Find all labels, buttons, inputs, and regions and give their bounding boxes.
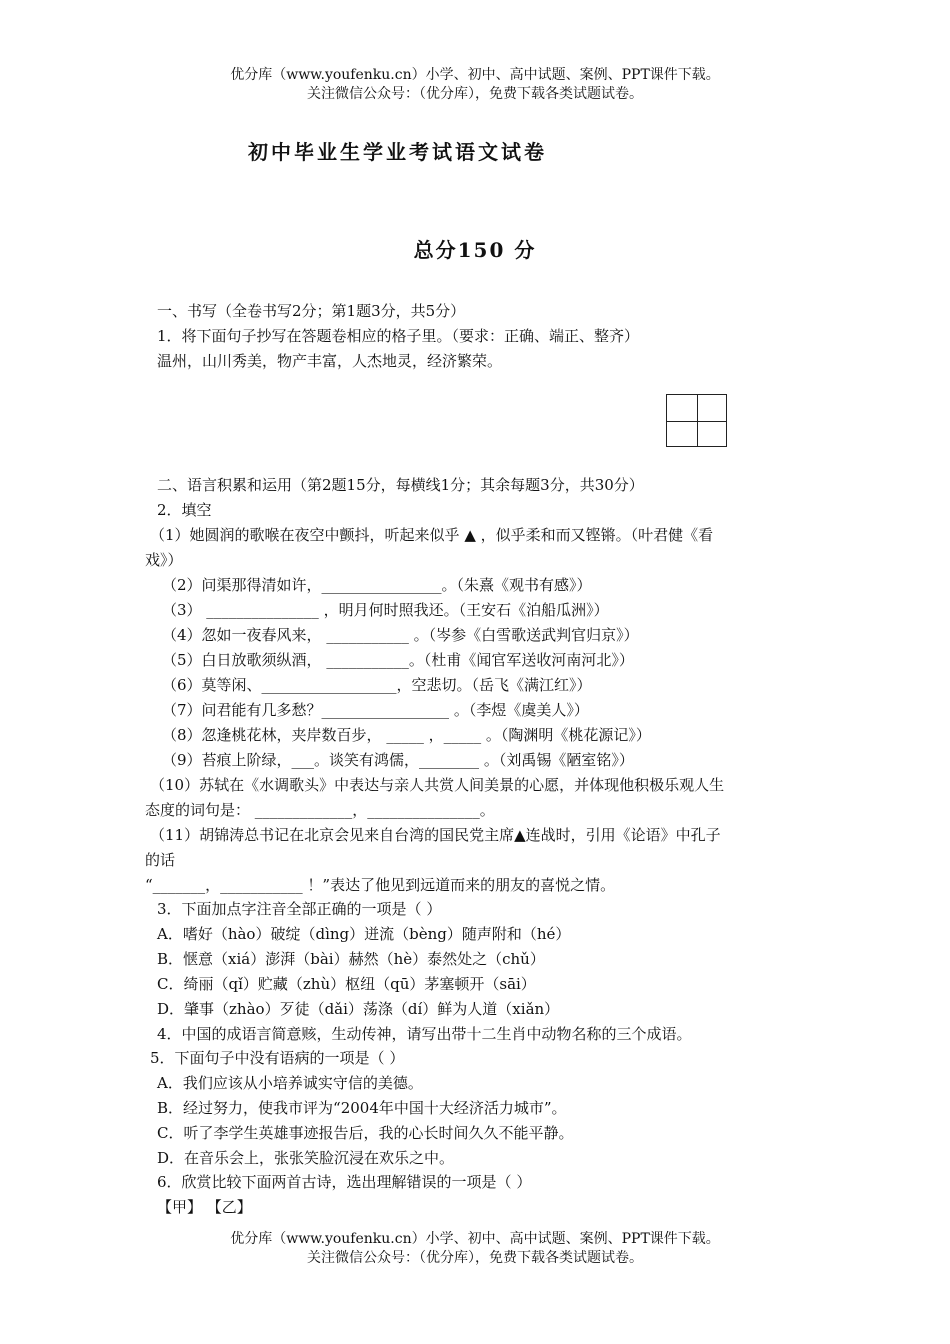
question-2: 2．填空 [157, 501, 212, 519]
q5-option-c: C．听了李学生英雄事迹报告后，我的心长时间久久不能平静。 [157, 1124, 574, 1142]
page-header [0, 66, 950, 104]
page-footer [0, 1230, 950, 1268]
copy-sentence: 温州，山川秀美，物产丰富，人杰地灵，经济繁荣。 [157, 352, 503, 370]
q5-option-a: A．我们应该从小培养诚实守信的美德。 [157, 1074, 423, 1092]
fill-item: 态度的词句是： _____________，_______________。 [145, 801, 495, 819]
fill-item: （4）忽如一夜春风来， ___________ 。（岑参《白雪歌送武判官归京》） [162, 626, 639, 644]
fill-item: （6）莫等闲、__________________，空悲切。（岳飞《满江红》） [162, 676, 592, 694]
fill-item: “_______，___________ ！”表达了他见到远道而来的朋友的喜悦之情。 [145, 876, 616, 894]
fill-item: （3） _______________ ，明月何时照我还。（王安石《泊船瓜洲》） [162, 601, 609, 619]
fill-item: （10）苏轼在《水调歌头》中表达与亲人共赏人间美景的心愿，并体现他积极乐观人生 [150, 776, 725, 794]
footer-line-2: 关注微信公众号：（优分库），免费下载各类试题试卷。 [307, 1250, 643, 1266]
q3-option-b: B．惬意（xiá）澎湃（bài）赫然（hè）泰然处之（chǔ） [157, 950, 545, 968]
question-4: 4．中国的成语言简意赅，生动传神，请写出带十二生肖中动物名称的三个成语。 [157, 1025, 692, 1043]
fill-item: （2）问渠那得清如许，________________。（朱熹《观书有感》） [162, 576, 592, 594]
fill-item: （8）忽逢桃花林，夹岸数百步， _____ ，_____ 。（陶渊明《桃花源记》） [162, 726, 651, 744]
fill-item: （9）苔痕上阶绿，___。谈笑有鸿儒，________ 。（刘禹锡《陋室铭》） [162, 751, 634, 769]
fill-item: （7）问君能有几多愁？_________________ 。（李煜《虞美人》） [162, 701, 589, 719]
exam-title: 初中毕业生学业考试语文试卷 [248, 140, 547, 164]
section-1-heading: 一、书写（全卷书写2分；第1题3分，共5分） [157, 302, 466, 320]
q5-option-b: B．经过努力，使我市评为“2004年中国十大经济活力城市”。 [157, 1099, 567, 1117]
q5-option-d: D．在音乐会上，张张笑脸沉浸在欢乐之中。 [157, 1149, 455, 1167]
q3-option-a: A．嗜好（hào）破绽（dìng）迸流（bèng）随声附和（hé） [157, 925, 571, 943]
fill-item: （11）胡锦涛总书记在北京会见来自台湾的国民党主席▲连战时，引用《论语》中孔子 [150, 826, 721, 844]
section-2-heading: 二、语言积累和运用（第2题15分，每横线1分；其余每题3分，共30分） [157, 476, 644, 494]
header-line-2: 关注微信公众号：（优分库），免费下载各类试题试卷。 [307, 86, 643, 102]
writing-grid-box [666, 394, 727, 447]
question-5: 5．下面句子中没有语病的一项是（ ） [150, 1049, 405, 1067]
header-line-1: 优分库（www.youfenku.cn）小学、初中、高中试题、案例、PPT课件下载。 [230, 67, 720, 83]
total-score: 总分150 分 [413, 238, 537, 262]
question-3: 3．下面加点字注音全部正确的一项是（ ） [157, 900, 442, 918]
question-1: 1．将下面句子抄写在答题卷相应的格子里。（要求：正确、端正、整齐） [157, 327, 640, 345]
q3-option-d: D．肇事（zhào）歹徒（dǎi）荡涤（dí）鲜为人道（xiǎn） [157, 1000, 560, 1018]
fill-item: 的话 [145, 851, 176, 869]
fill-item: 戏》） [145, 551, 183, 569]
q3-option-c: C．绮丽（qǐ）贮藏（zhù）枢纽（qū）茅塞顿开（sāi） [157, 975, 536, 993]
fill-item: （5）白日放歌须纵酒， ___________。（杜甫《闻官军送收河南河北》） [162, 651, 634, 669]
fill-item: （1）她圆润的歌喉在夜空中颤抖，听起来似乎 ▲ ，似乎柔和而又铿锵。（叶君健《看 [150, 526, 714, 544]
q6-poem-labels: 【甲】 【乙】 [157, 1198, 252, 1216]
question-6: 6．欣赏比较下面两首古诗，选出理解错误的一项是（ ） [157, 1173, 532, 1191]
footer-line-1: 优分库（www.youfenku.cn）小学、初中、高中试题、案例、PPT课件下载。 [230, 1231, 720, 1247]
